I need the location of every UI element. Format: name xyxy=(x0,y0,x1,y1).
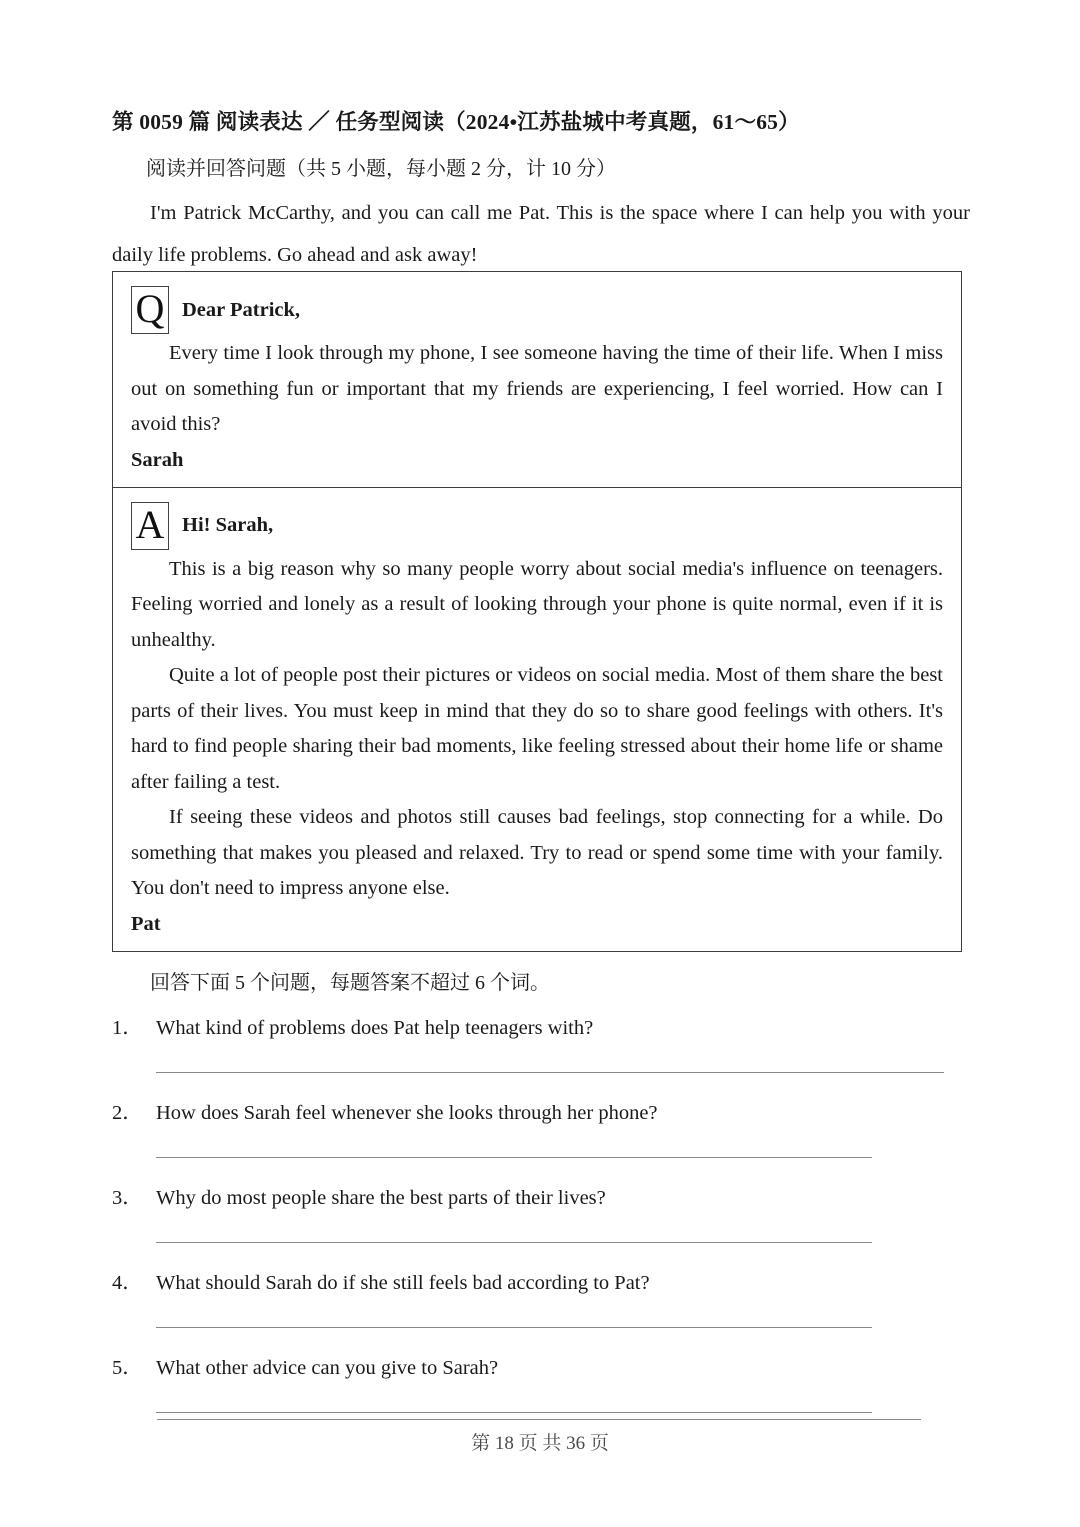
question-text: What kind of problems does Pat help teenagers with? xyxy=(156,1017,594,1039)
footer-divider xyxy=(157,1419,921,1420)
answer-paragraph: This is a big reason why so many people worry about social media's influence on teenagers. Feeling worried and lonely as a result of looking through your phone is quite normal, even if it is unhealthy. xyxy=(131,557,943,651)
question-number: 5． xyxy=(112,1357,143,1379)
answer-letter-a-glyph: A xyxy=(135,501,165,547)
answer-blank-line[interactable] xyxy=(156,1242,872,1243)
question-item xyxy=(112,1010,992,1095)
question-header xyxy=(131,286,943,334)
question-text: What should Sarah do if she still feels bad according to Pat? xyxy=(156,1272,650,1294)
question-block xyxy=(113,272,961,487)
answer-block xyxy=(113,487,961,951)
question-number: 3． xyxy=(112,1187,143,1209)
answer-blank-line[interactable] xyxy=(156,1412,872,1413)
question-text: How does Sarah feel whenever she looks through her phone? xyxy=(156,1102,658,1124)
question-number: 4． xyxy=(112,1272,143,1294)
qa-frame xyxy=(112,271,962,952)
question-letter-q-icon xyxy=(131,286,169,334)
answer-paragraph: If seeing these videos and photos still causes bad feelings, stop connecting for a while. Do something that makes you pleased and relaxed. Try to read or spend some time with your family. You don't need to impress anyone else. xyxy=(131,806,943,899)
question-number: 2． xyxy=(112,1102,143,1124)
question-item xyxy=(112,1265,992,1350)
answer-letter-a-icon xyxy=(131,502,169,550)
intro-paragraph: I'm Patrick McCarthy, and you can call me Pat. This is the space where I can help you with your daily life problems. Go ahead and ask away! xyxy=(112,202,970,266)
question-text: Why do most people share the best parts of their lives? xyxy=(156,1187,606,1209)
question-letter-q-glyph: Q xyxy=(135,286,165,331)
question-salutation: Dear Patrick, xyxy=(182,298,301,321)
answer-blank-line[interactable] xyxy=(156,1072,944,1073)
answer-blank-line[interactable] xyxy=(156,1327,872,1328)
page-title: 第 0059 篇 阅读表达 ／ 任务型阅读（2024•江苏盐城中考真题，61～65） xyxy=(112,110,800,134)
question-text: What other advice can you give to Sarah? xyxy=(156,1357,499,1379)
question-item xyxy=(112,1180,992,1265)
question-item xyxy=(112,1095,992,1180)
answer-header xyxy=(131,502,943,550)
question-body: Every time I look through my phone, I see someone having the time of their life. When I miss out on something fun or important that my friends are experiencing, I feel worried. How can I avoid this? xyxy=(131,342,943,435)
questions-instruction: 回答下面 5 个问题，每题答案不超过 6 个词。 xyxy=(150,972,550,994)
answer-blank-line[interactable] xyxy=(156,1157,872,1158)
section-subtitle: 阅读并回答问题（共 5 小题，每小题 2 分，计 10 分） xyxy=(146,158,616,180)
answer-salutation: Hi! Sarah, xyxy=(182,514,274,536)
question-item xyxy=(112,1350,992,1435)
question-number: 1． xyxy=(112,1017,143,1039)
answer-paragraph: Quite a lot of people post their pictures or videos on social media. Most of them share the best parts of their lives. You must keep in mind that they do so to share good feelings with others. It's hard to find people sharing their bad moments, like feeling stressed about their home life or shame after failing a test. xyxy=(131,664,943,793)
page-number-footer: 第 18 页 共 36 页 xyxy=(471,1433,609,1454)
answer-signature: Pat xyxy=(131,912,161,935)
question-signature: Sarah xyxy=(131,448,184,471)
questions-list xyxy=(112,1010,992,1435)
